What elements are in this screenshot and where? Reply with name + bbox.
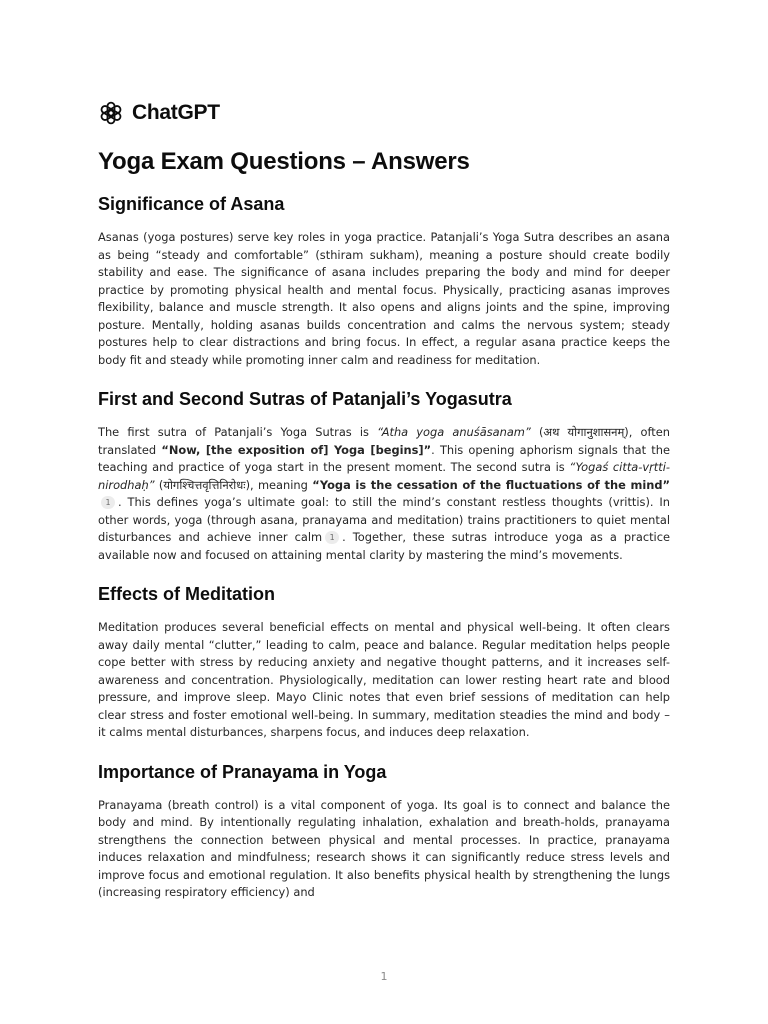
section-text-meditation: Meditation produces several beneficial effects on mental and physical well-being. It often clears away daily mental “clutter,” leading to calm, peace and balance. Regular meditation helps people cope better with stress by reducing anxiety and negative thought patterns, and it increases self-awareness and concentration. Physiologically, meditation can lower resting heart rate and blood pressure, and improve sleep. Mayo Clinic notes that even brief sessions of meditation can help clear stress and foster emotional well-being. In summary, meditation steadies the mind and body – it calms mental disturbances, sharpens focus, and induces deep relaxation. bbox=[98, 620, 670, 739]
brand-name: ChatGPT bbox=[132, 101, 220, 124]
text-run: The first sutra of Patanjali’s Yoga Sutras is bbox=[98, 425, 378, 439]
document-content bbox=[98, 148, 670, 922]
sutra-2-translation: “Yoga is the cessation of the fluctuations of the mind” bbox=[312, 477, 670, 492]
citation-badge[interactable]: 1 bbox=[101, 496, 115, 509]
section-heading-asana: Significance of Asana bbox=[98, 194, 285, 214]
section-heading-sutras: First and Second Sutras of Patanjali’s Yogasutra bbox=[98, 389, 512, 409]
section-heading-meditation: Effects of Meditation bbox=[98, 584, 276, 604]
section-heading-pranayama: Importance of Pranayama in Yoga bbox=[98, 761, 387, 782]
text-run: . Together, these sutras introduce yoga as a practice available now and focused on attaining mental clarity by mastering the mind’s movements. bbox=[98, 530, 670, 562]
document-title: Yoga Exam Questions – Answers bbox=[98, 148, 470, 175]
sutra-1-translation: “Now, [the exposition of] Yoga [begins]” bbox=[161, 442, 432, 457]
section-text-pranayama: Pranayama (breath control) is a vital component of yoga. Its goal is to connect and balance the body and mind. By intentionally regulating inhalation, exhalation and breath-holds, pranayama strengthens the connection between physical and mental processes. In practice, pranayama induces relaxation and mindfulness; research shows it can significantly reduce stress levels and improve focus and emotional regulation. It also benefits physical health by strengthening the lungs (increasing respiratory efficiency) and bbox=[98, 797, 670, 899]
text-run: . This opening aphorism signals that the teaching and practice of yoga start in the present moment. The second sutra is bbox=[98, 442, 670, 474]
sutra-2-transliteration: “Yogaś citta-vṛtti-nirodhaḥ” bbox=[98, 460, 671, 492]
openai-logo-icon bbox=[98, 100, 124, 126]
brand-header bbox=[98, 100, 220, 126]
page-number: 1 bbox=[380, 970, 388, 983]
text-run: (योगश्चित्तवृत्तिनिरोधः), meaning bbox=[154, 477, 313, 492]
text-run: . This defines yoga’s ultimate goal: to still the mind’s constant restless thoughts (vrittis). In other words, yoga (through asana, pranayama and meditation) trains practitioners to quiet mental disturbances and achieve inner calm bbox=[98, 495, 670, 544]
section-text-asana: Asanas (yoga postures) serve key roles in yoga practice. Patanjali’s Yoga Sutra describes an asana as being “steady and comfortable” (sthiram sukham), meaning a posture should create bodily stability and ease. The significance of asana includes preparing the body and mind for deeper practice by promoting physical health and mental focus. Physically, practicing asanas improves flexibility, balance and muscle strength. It also opens and aligns joints and the spine, improving posture. Mentally, holding asanas builds concentration and calms the nervous system; steady postures help to clear distractions and bring focus. In effect, a regular asana practice keeps the body fit and steady while promoting inner calm and readiness for meditation. bbox=[98, 230, 670, 367]
citation-badge[interactable]: 1 bbox=[325, 531, 339, 544]
section-text-sutras bbox=[98, 424, 670, 564]
text-run: (अथ योगानुशासनम्), often translated bbox=[98, 425, 670, 457]
sutra-1-transliteration: “Atha yoga anuśāsanam” bbox=[377, 425, 531, 439]
